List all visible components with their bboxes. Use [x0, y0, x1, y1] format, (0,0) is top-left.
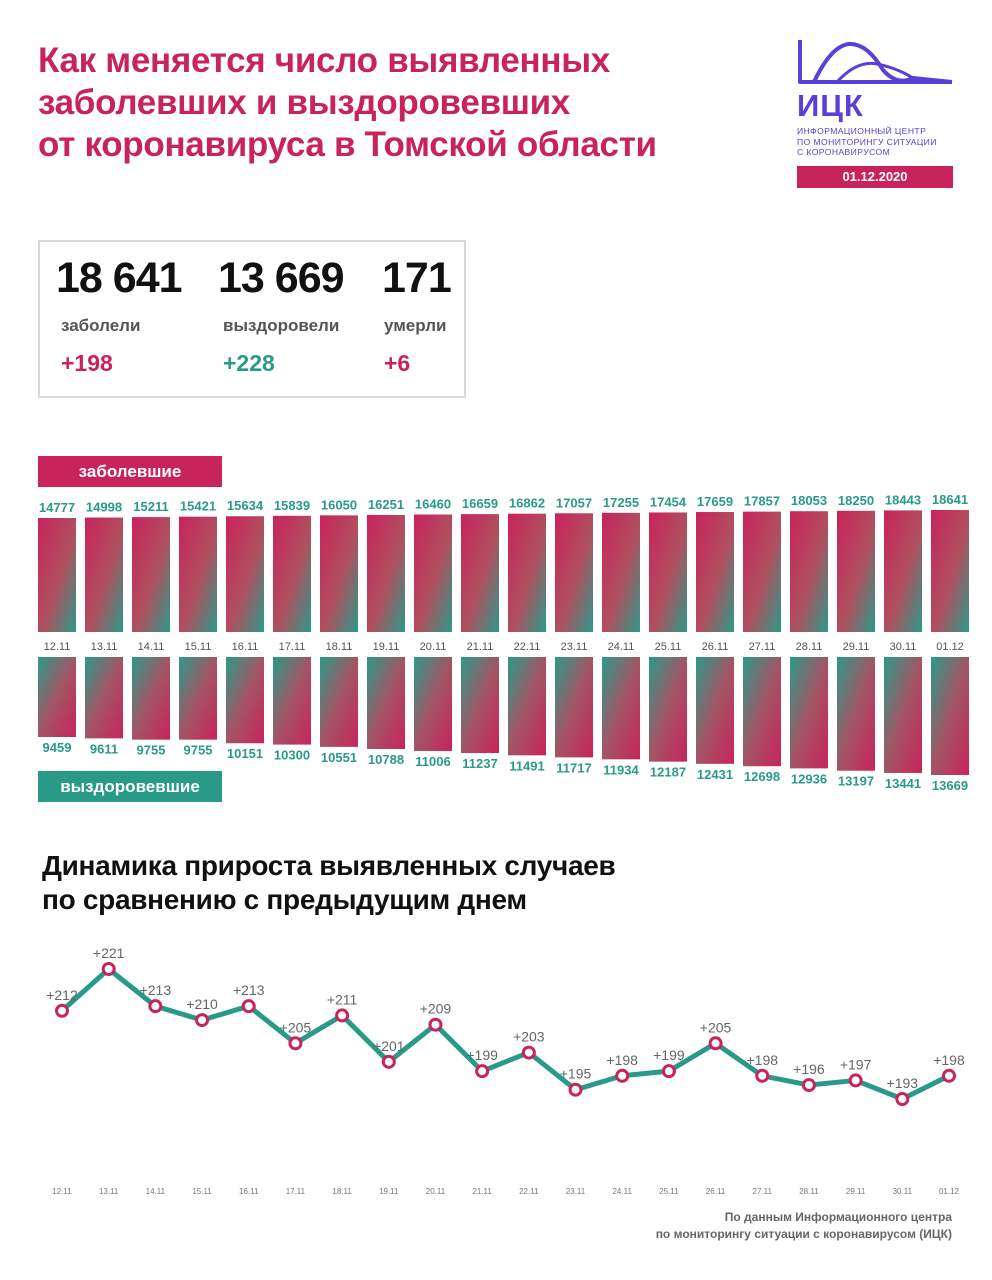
stat-label: умерли	[384, 316, 447, 335]
increase-point	[477, 1066, 488, 1077]
recovered-value-label: 11717	[556, 760, 592, 776]
increase-point	[850, 1075, 861, 1086]
recovered-value-label: 13197	[837, 773, 875, 789]
logo-sub-line: ИНФОРМАЦИОННЫЙ ЦЕНТР	[797, 126, 927, 136]
date-tick-label: 14.11	[137, 641, 165, 653]
recovered-value-label: 13441	[884, 775, 922, 791]
date-tick-label: 13.11	[90, 641, 118, 653]
sick-value-label: 16659	[461, 496, 499, 512]
increase-point	[523, 1047, 534, 1058]
increase-point	[663, 1066, 674, 1077]
increase-value-label: +197	[839, 1056, 872, 1073]
line-date-tick-label: 29.11	[845, 1187, 866, 1196]
stat-delta: +198	[61, 350, 113, 376]
date-tick-label: 01.12	[936, 641, 964, 653]
increase-value-label: +199	[653, 1047, 685, 1064]
increase-value-label: +198	[933, 1051, 965, 1068]
date-tick-label: 19.11	[372, 641, 400, 653]
increase-point	[617, 1070, 628, 1081]
date-tick-label: 28.11	[795, 641, 823, 653]
sick-band-label: заболевшие	[38, 456, 222, 487]
line-date-tick-label: 12.11	[52, 1187, 72, 1196]
increase-point	[710, 1038, 721, 1049]
increase-value-label: +193	[886, 1075, 919, 1091]
line-date-tick-label: 27.11	[752, 1187, 772, 1196]
sick-value-label: 18641	[931, 492, 969, 507]
line-date-tick-label: 25.11	[659, 1187, 679, 1196]
recovered-value-label: 9755	[183, 742, 213, 758]
increase-point	[570, 1084, 581, 1095]
logo-sub-line: С КОРОНАВИРУСОМ	[797, 147, 891, 157]
logo-sub-line: ПО МОНИТОРИНГУ СИТУАЦИИ	[797, 136, 937, 147]
recovered-value-label: 11237	[462, 756, 498, 772]
increase-value-label: +199	[466, 1047, 498, 1064]
increase-point	[103, 964, 114, 975]
sick-value-label: 17857	[743, 493, 781, 509]
increase-point	[757, 1070, 768, 1081]
increase-line	[62, 969, 949, 1099]
sick-value-label: 15211	[133, 499, 169, 515]
increase-point	[337, 1010, 348, 1021]
date-tick-label: 16.11	[231, 641, 259, 653]
title-line: от коронавируса в Томской области	[38, 125, 657, 164]
stat-value: 171	[382, 254, 451, 302]
stat-value: 13 669	[218, 254, 344, 302]
line-date-tick-label: 30.11	[892, 1187, 913, 1196]
date-tick-label: 15.11	[184, 641, 212, 653]
increase-value-label: +203	[513, 1028, 545, 1045]
line-date-tick-label: 14.11	[145, 1187, 166, 1196]
date-tick-label: 27.11	[748, 641, 776, 653]
title-line: Как меняется число выявленных	[38, 41, 610, 80]
increase-point	[243, 1001, 254, 1012]
increase-value-label: +209	[419, 1000, 452, 1017]
date-tick-label: 24.11	[607, 641, 635, 653]
date-tick-label: 21.11	[466, 641, 494, 653]
stat-delta: +6	[384, 350, 411, 376]
increase-point	[150, 1001, 161, 1012]
increase-value-label: +210	[186, 996, 218, 1013]
increase-value-label: +196	[793, 1061, 825, 1078]
footer-line: По данным Информационного центра	[724, 1210, 952, 1224]
date-tick-label: 23.11	[560, 641, 588, 653]
sick-value-label: 17659	[696, 494, 734, 510]
line-date-tick-label: 15.11	[192, 1187, 212, 1196]
line-date-tick-label: 23.11	[565, 1187, 586, 1196]
line-date-tick-label: 17.11	[285, 1187, 306, 1196]
recovered-value-label: 12698	[743, 769, 781, 785]
recovered-value-label: 9459	[42, 740, 72, 755]
sick-value-label: 16862	[508, 495, 546, 511]
recovered-value-label: 11934	[603, 762, 639, 778]
increase-point	[430, 1019, 441, 1030]
increase-value-label: +211	[326, 991, 358, 1008]
subtitle-line: Динамика прироста выявленных случаев	[42, 850, 616, 881]
sick-value-label: 18250	[837, 492, 875, 508]
recovered-value-label: 9611	[89, 741, 119, 757]
line-date-tick-label: 18.11	[332, 1187, 352, 1196]
sick-value-label: 16050	[320, 497, 358, 513]
increase-value-label: +213	[139, 982, 172, 999]
increase-value-label: +195	[559, 1065, 592, 1082]
recovered-value-label: 10151	[226, 746, 264, 762]
date-tick-label: 18.11	[325, 641, 353, 653]
date-tick-label: 17.11	[278, 641, 306, 653]
sick-value-label: 17454	[649, 494, 687, 510]
line-date-tick-label: 16.11	[239, 1187, 259, 1196]
increase-point	[57, 1005, 68, 1016]
increase-value-label: +198	[606, 1051, 638, 1068]
stat-delta: +228	[223, 350, 275, 376]
title-line: заболевших и выздоровевших	[38, 83, 570, 122]
increase-point	[897, 1094, 908, 1105]
sick-value-label: 16460	[414, 496, 452, 512]
date-tick-label: 25.11	[654, 641, 682, 653]
increase-value-label: +205	[699, 1019, 732, 1036]
sick-value-label: 17057	[555, 495, 593, 511]
sick-value-label: 15421	[179, 498, 217, 514]
line-date-tick-label: 19.11	[379, 1187, 399, 1196]
line-date-tick-label: 26.11	[705, 1187, 726, 1196]
footer-line: по мониторингу ситуации с коронавирусом (ИЦК)	[655, 1227, 952, 1241]
recovered-value-label: 11006	[415, 753, 451, 769]
subtitle-line: по сравнению с предыдущим днем	[42, 884, 527, 915]
source-footer	[656, 1209, 952, 1243]
date-tick-label: 22.11	[513, 641, 541, 653]
increase-value-label: +212	[46, 986, 78, 1003]
recovered-value-label: 12187	[649, 764, 687, 780]
recovered-value-label: 11491	[509, 758, 545, 774]
stat-label: выздоровели	[223, 316, 340, 335]
recovered-band-label: выздоровевшие	[38, 771, 222, 802]
line-date-tick-label: 21.11	[472, 1187, 492, 1196]
line-date-tick-label: 01.12	[938, 1187, 960, 1196]
increase-point	[944, 1070, 955, 1081]
increase-value-label: +205	[279, 1019, 312, 1036]
recovered-value-label: 13669	[931, 778, 969, 793]
line-date-tick-label: 20.11	[425, 1187, 446, 1196]
sick-value-label: 15634	[226, 498, 264, 514]
stat-value: 18 641	[56, 254, 182, 302]
sick-value-label: 18443	[884, 492, 922, 508]
increase-value-label: +198	[746, 1051, 779, 1068]
recovered-value-label: 9755	[136, 742, 166, 758]
increase-value-label: +221	[92, 945, 125, 961]
date-tick-label: 12.11	[43, 641, 71, 653]
sick-value-label: 14998	[85, 499, 123, 515]
line-date-tick-label: 28.11	[799, 1187, 819, 1196]
increase-point	[803, 1080, 814, 1091]
date-tick-label: 29.11	[842, 641, 870, 653]
recovered-value-label: 12936	[790, 771, 828, 787]
increase-point	[383, 1056, 394, 1067]
line-date-tick-label: 22.11	[519, 1187, 539, 1196]
date-tick-label: 20.11	[419, 641, 447, 653]
logo-abbreviation: ИЦК	[797, 88, 864, 123]
recovered-value-label: 10300	[273, 747, 311, 763]
sick-value-label: 18053	[790, 493, 828, 509]
sick-value-label: 17255	[602, 494, 640, 510]
sick-value-label: 16251	[367, 496, 405, 512]
increase-point	[290, 1038, 301, 1049]
recovered-value-label: 10551	[320, 749, 358, 765]
date-tick-label: 26.11	[701, 641, 729, 653]
stat-label: заболели	[61, 316, 141, 335]
date-tick-label: 30.11	[889, 641, 917, 653]
report-date: 01.12.2020	[797, 166, 953, 188]
sick-value-label: 15839	[273, 497, 311, 513]
line-date-tick-label: 24.11	[612, 1187, 632, 1196]
line-date-tick-label: 13.11	[98, 1187, 119, 1196]
increase-value-label: +213	[232, 982, 265, 999]
sick-value-label: 14777	[38, 500, 76, 515]
recovered-value-label: 12431	[696, 766, 734, 782]
increase-value-label: +201	[373, 1037, 405, 1054]
increase-point	[197, 1015, 208, 1026]
recovered-value-label: 10788	[367, 751, 405, 767]
